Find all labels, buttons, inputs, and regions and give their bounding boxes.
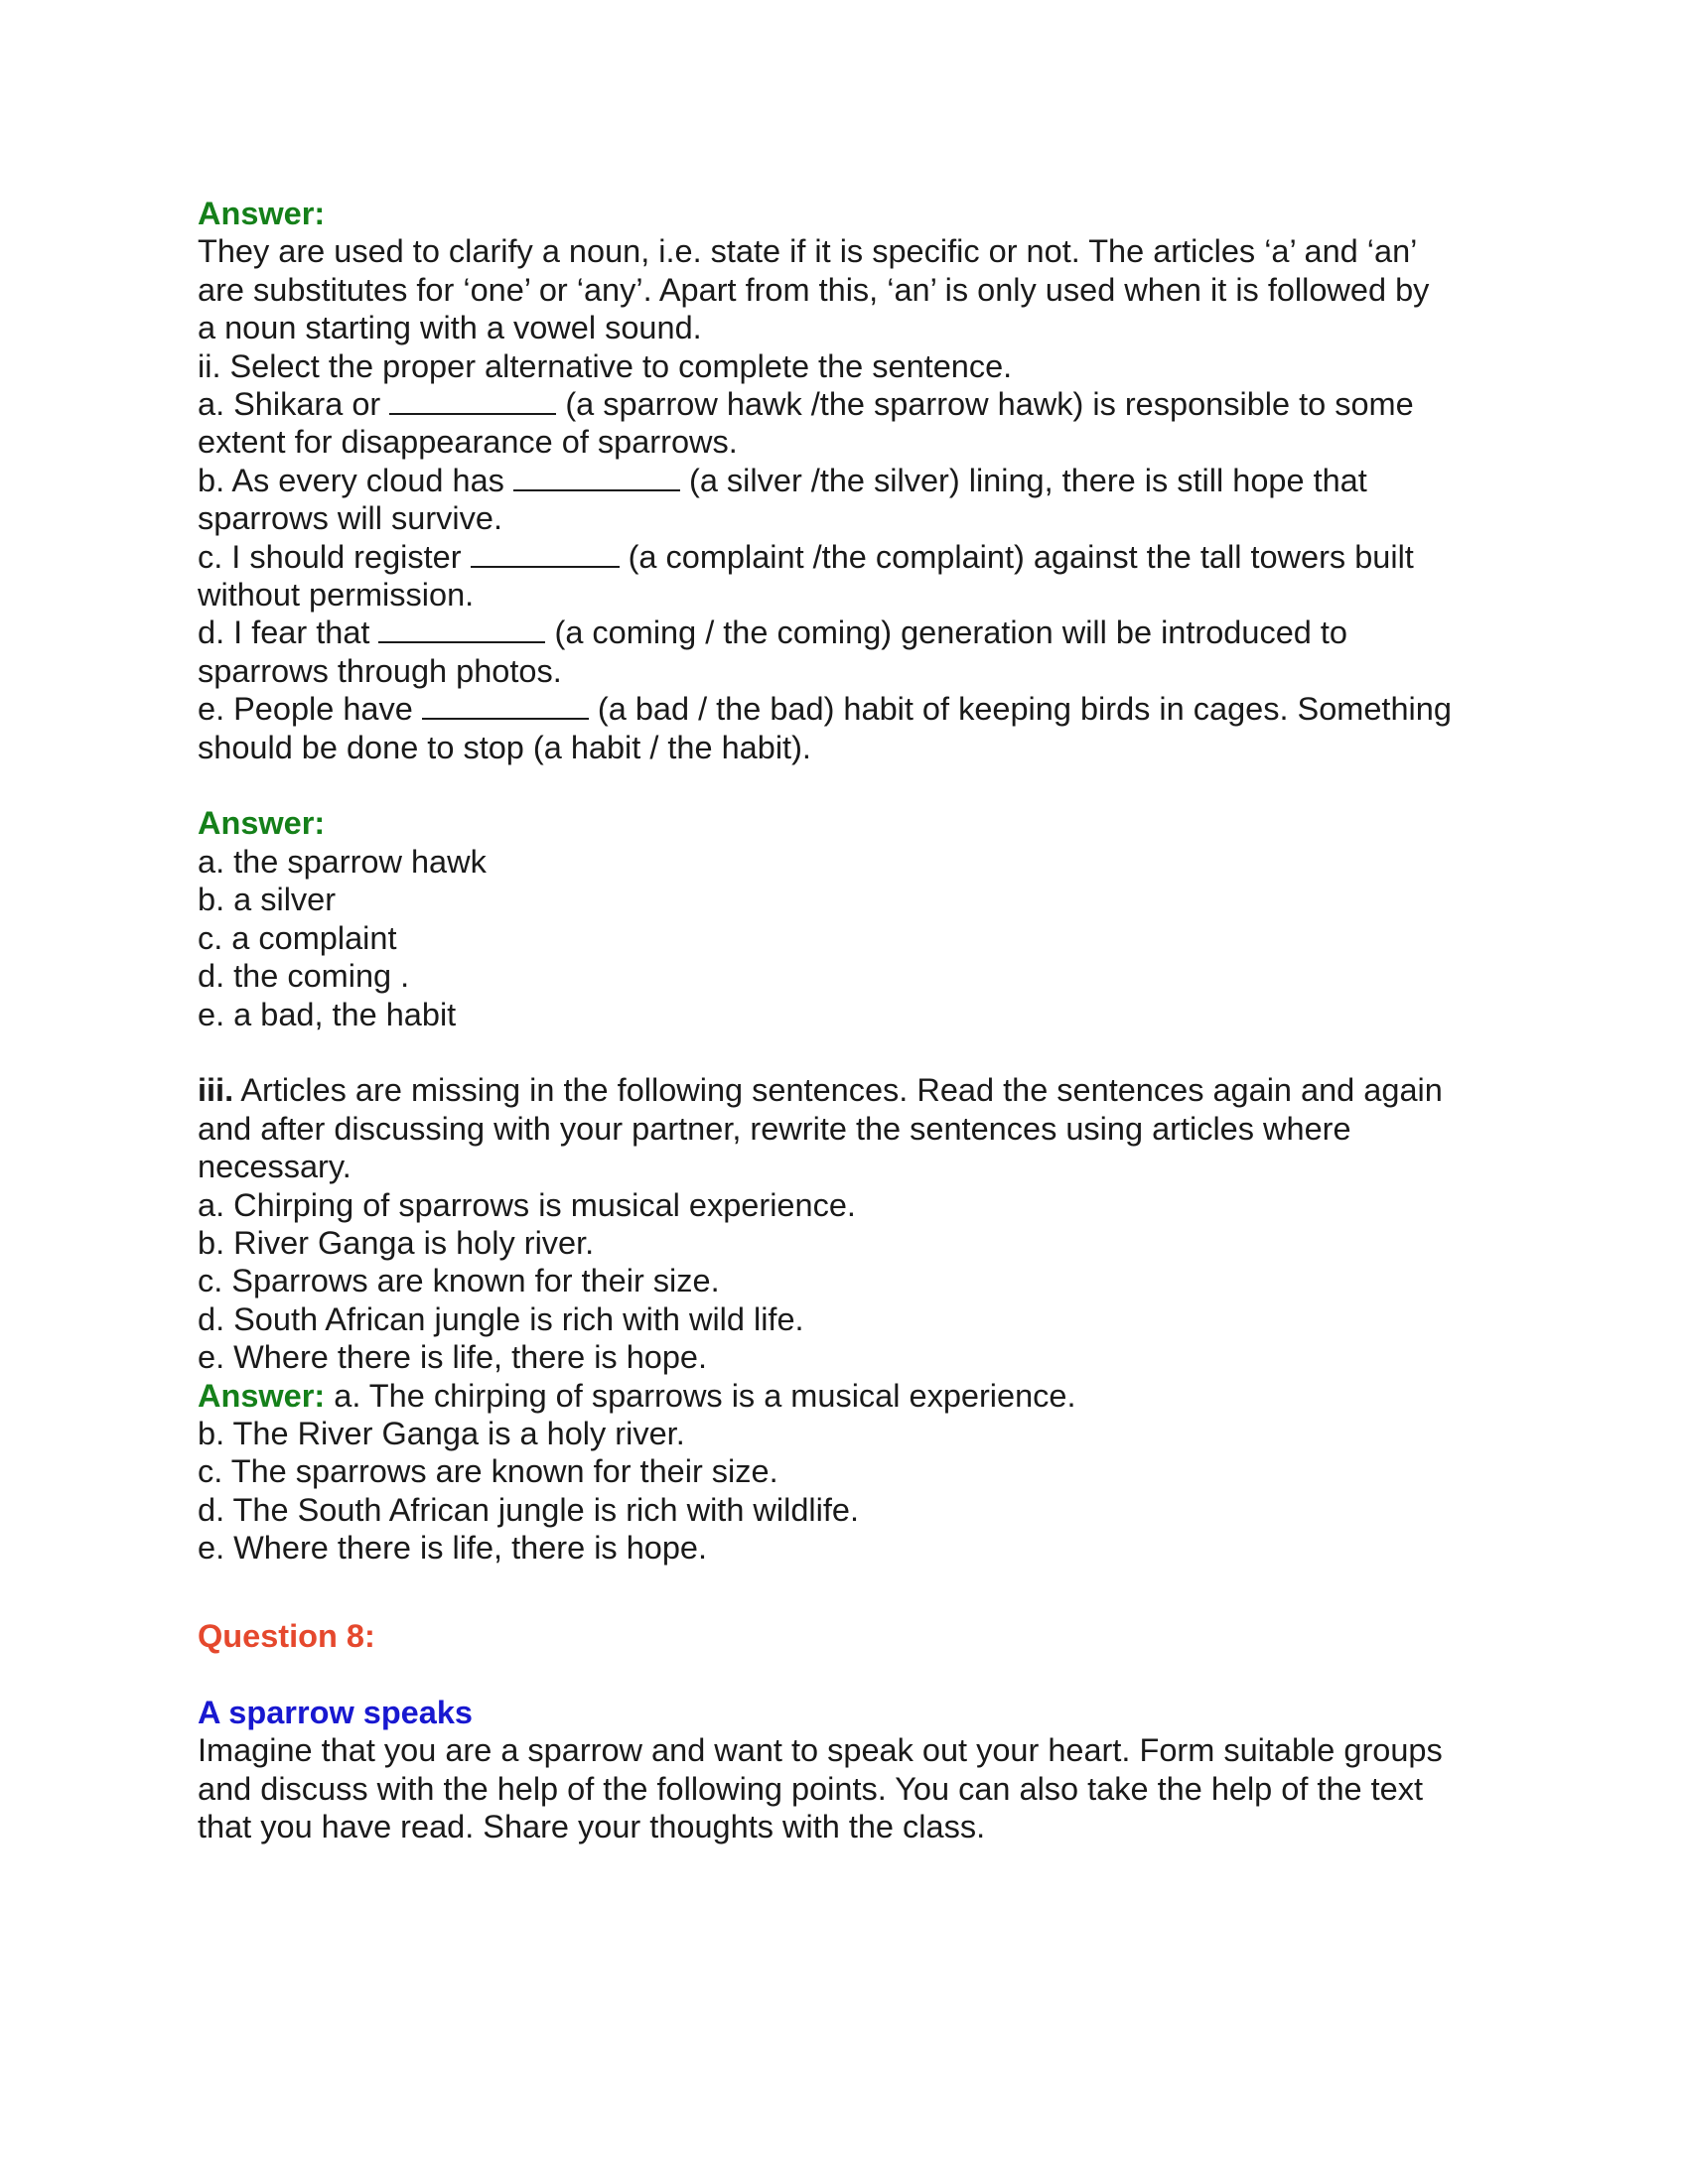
answer-text-line: are substitutes for ‘one’ or ‘any’. Apart from this, ‘an’ is only used when it is followed by	[198, 271, 1430, 308]
exercise-item-c: c. I should register (a complaint /the complaint) against the tall towers built	[198, 538, 1414, 575]
answer-item: d. The South African jungle is rich with wildlife.	[198, 1491, 859, 1528]
exercise-item: d. South African jungle is rich with wild life.	[198, 1300, 804, 1337]
question-text-line: Imagine that you are a sparrow and want to speak out your heart. Form suitable groups	[198, 1732, 1443, 1769]
answer-label: Answer:	[198, 805, 326, 842]
exercise-item-a-cont: extent for disappearance of sparrows.	[198, 424, 738, 461]
answer-text-line: a noun starting with a vowel sound.	[198, 310, 702, 346]
exercise-item-c-cont: without permission.	[198, 577, 475, 614]
exercise-item: e. Where there is life, there is hope.	[198, 1339, 708, 1376]
exercise-item: a. Chirping of sparrows is musical experience.	[198, 1186, 856, 1223]
answer-item: b. a silver	[198, 882, 337, 918]
section-heading: A sparrow speaks	[198, 1694, 473, 1730]
exercise-instruction-cont: necessary.	[198, 1149, 352, 1185]
answer-first-line: Answer: a. The chirping of sparrows is a musical experience.	[198, 1377, 1076, 1414]
exercise-instruction: iii. Articles are missing in the following sentences. Read the sentences again and again	[198, 1072, 1443, 1109]
blank-line	[513, 464, 680, 491]
exercise-item-e-cont: should be done to stop (a habit / the habit).	[198, 729, 811, 765]
answer-label: Answer:	[198, 196, 326, 231]
blank-line	[378, 615, 545, 643]
blank-line	[471, 540, 620, 568]
exercise-item-d-cont: sparrows through photos.	[198, 652, 562, 689]
answer-text-line: They are used to clarify a noun, i.e. state if it is specific or not. The articles ‘a’ and ‘an’	[198, 233, 1418, 270]
exercise-item-b-cont: sparrows will survive.	[198, 500, 503, 537]
exercise-instruction-cont: and after discussing with your partner, rewrite the sentences using articles where	[198, 1110, 1351, 1147]
answer-item: b. The River Ganga is a holy river.	[198, 1415, 685, 1451]
exercise-item-a: a. Shikara or (a sparrow hawk /the sparrow hawk) is responsible to some	[198, 386, 1414, 423]
answer-item: c. a complaint	[198, 919, 397, 956]
question-label: Question 8:	[198, 1617, 375, 1654]
exercise-item-d: d. I fear that (a coming / the coming) generation will be introduced to	[198, 614, 1347, 651]
document-page	[198, 195, 1518, 1845]
question-text-line: and discuss with the help of the following points. You can also take the help of the text	[198, 1770, 1424, 1807]
blank-line	[422, 692, 589, 720]
answer-item: e. a bad, the habit	[198, 996, 457, 1032]
answer-item: c. The sparrows are known for their size.	[198, 1453, 778, 1490]
answer-item: d. the coming .	[198, 958, 410, 995]
exercise-item-e: e. People have (a bad / the bad) habit of keeping birds in cages. Something	[198, 691, 1452, 728]
answer-item: e. Where there is life, there is hope.	[198, 1530, 708, 1567]
exercise-item: b. River Ganga is holy river.	[198, 1224, 595, 1261]
exercise-item: c. Sparrows are known for their size.	[198, 1263, 720, 1299]
question-text-line: that you have read. Share your thoughts with the class.	[198, 1809, 986, 1844]
answer-item: a. the sparrow hawk	[198, 843, 487, 880]
exercise-instruction: ii. Select the proper alternative to complete the sentence.	[198, 347, 1013, 384]
exercise-numeral: iii.	[198, 1072, 234, 1109]
answer-label: Answer:	[198, 1377, 326, 1414]
blank-line	[389, 387, 556, 415]
exercise-item-b: b. As every cloud has (a silver /the silver) lining, there is still hope that	[198, 462, 1367, 498]
